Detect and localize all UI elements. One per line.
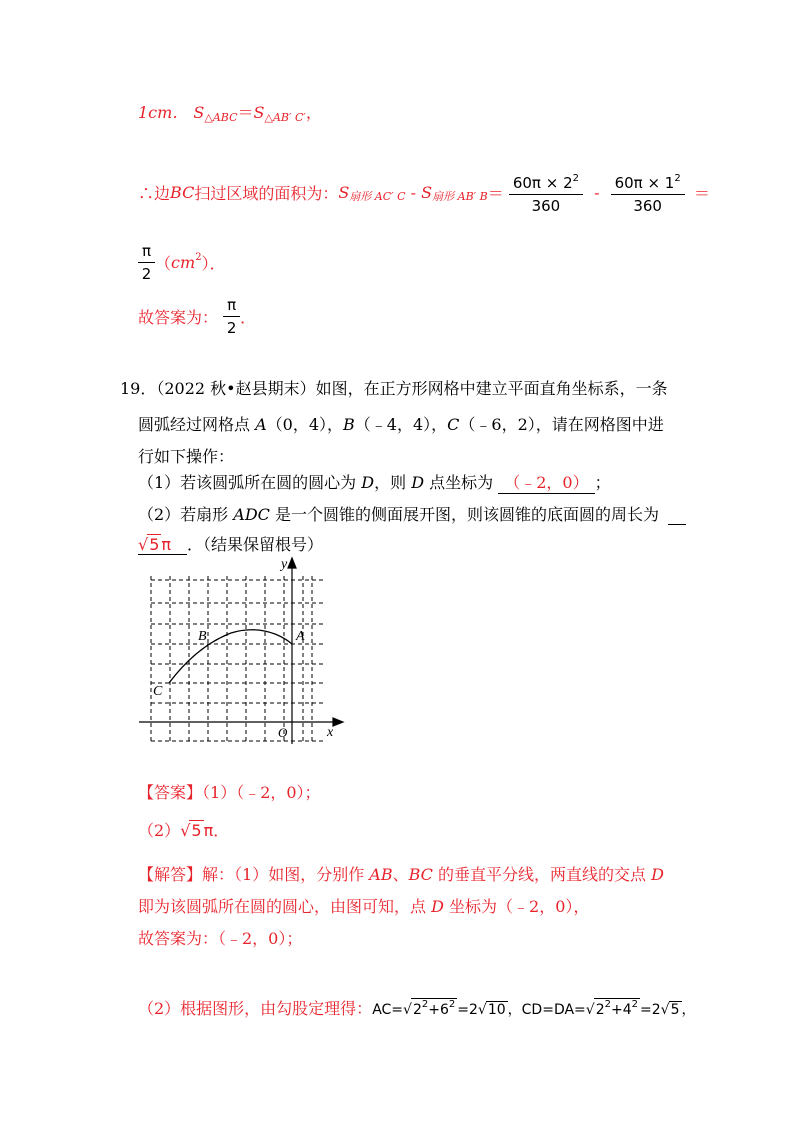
r1-e1: 2 [421, 999, 429, 1010]
fraction-2 [611, 168, 685, 217]
point-b: B [343, 415, 355, 434]
sqrt-icon: √ [403, 1002, 412, 1018]
answer-part-2 [180, 821, 213, 840]
answer-line-1 [138, 780, 321, 803]
point-c: C [447, 415, 460, 434]
eq-1: =2 [457, 1002, 478, 1018]
solution-text-1: 解：（1）如图，分别作 [202, 865, 370, 884]
minus-2: - [594, 183, 600, 202]
x-label: x [327, 725, 334, 740]
solution-tag: 【解答】 [138, 865, 203, 884]
y-label: y [281, 557, 288, 572]
part2-text: （2）若扇形 [138, 505, 234, 524]
part1-answer-blank [498, 470, 594, 494]
radical-2 [594, 998, 640, 1018]
comma: ， [305, 103, 322, 122]
point-a: A [255, 415, 267, 434]
sqrt-icon: √ [660, 1002, 670, 1018]
point-d-2: D [411, 473, 425, 492]
area-sub-2: △AB′ C′ [264, 111, 306, 124]
solution-text-1b: 的垂直平分线，两直线的交点 [432, 865, 652, 884]
r2-a: 2 [595, 1002, 605, 1018]
solution-line-3 [138, 926, 302, 949]
answer-pi: π [203, 821, 214, 840]
part2-answer [138, 535, 171, 554]
area-symbol: S [193, 103, 205, 122]
r2-e2: 2 [631, 999, 639, 1010]
fraction-1 [509, 168, 583, 217]
part1-end: ； [594, 473, 611, 492]
fraction-pi-den: 2 [141, 265, 152, 283]
sector-adc: ADC [233, 505, 270, 524]
sector-sub: 扇形 AC′ C [349, 190, 406, 203]
swept-area-text: 扫过区域的面积为： [194, 184, 339, 203]
fraction-2-den: 360 [633, 197, 662, 215]
segment-ab: AB [369, 865, 393, 884]
part1-text-b: ，则 [374, 473, 412, 492]
radicand-5: 5 [670, 1002, 680, 1018]
solution-text-2: 即为该圆弧所在圆的圆心，由图可知，点 [138, 897, 432, 916]
fraction-1-exp: 2 [572, 173, 579, 184]
therefore-text: ∴边 [138, 184, 171, 203]
point-c-label: C [153, 684, 163, 699]
part1-answer: （﹣2，0） [504, 473, 589, 492]
cd-da-label: ，CD=DA= [507, 1002, 586, 1018]
unit-cm: cm [171, 253, 196, 272]
eq-2: =2 [640, 1002, 661, 1018]
equals: ＝ [237, 103, 254, 122]
line-answer-18 [138, 294, 256, 339]
answer-radicand: 5 [191, 821, 202, 840]
question-source: （2022 秋•赵县期末） [156, 379, 316, 398]
question-text-3: 行如下操作： [138, 447, 235, 466]
fraction-2-exp: 2 [674, 173, 681, 184]
segment-bc: BC [170, 183, 195, 202]
period: ． [240, 308, 257, 327]
solution-text-3: 故答案为：（﹣2，0）； [138, 929, 303, 948]
part2-pi: π [161, 535, 172, 554]
origin-label: O [278, 725, 288, 740]
area-sub: △ABC [204, 111, 238, 124]
solution-line-4 [138, 996, 696, 1019]
grid-lines [151, 576, 325, 744]
ac-label: AC= [372, 1002, 404, 1018]
x-axis-arrow-icon [333, 718, 343, 726]
paren-close: ）． [201, 254, 226, 273]
area-symbol-2: S [253, 103, 265, 122]
fraction-pi-2 [138, 240, 155, 285]
coordinate-grid-figure [135, 558, 355, 748]
coord-b: （﹣4，4）， [354, 415, 448, 434]
part2-blank-start [668, 505, 686, 525]
sector-sub-2: 扇形 AB′ B [432, 190, 488, 203]
r2-b: +4 [611, 1002, 632, 1018]
answer-label: 故答案为： [138, 308, 219, 327]
part1-text: （1）若该圆弧所在圆的圆心为 [138, 473, 362, 492]
point-d-4: D [431, 897, 444, 916]
unit-text: 1cm． [138, 103, 189, 122]
point-d-3: D [651, 865, 664, 884]
point-b-label: B [198, 629, 207, 644]
sqrt-icon: √ [477, 1002, 487, 1018]
q19-part-2-cont [138, 532, 323, 555]
r2-e1: 2 [604, 999, 612, 1010]
sqrt-icon: √ [138, 535, 149, 554]
r1-e2: 2 [448, 999, 456, 1010]
coord-a: （0，4）， [266, 415, 344, 434]
answer-part-2-prefix: （2） [138, 821, 181, 840]
part1-text-c: 点坐标为 [424, 473, 499, 492]
pythagoras-formula [372, 999, 696, 1018]
fraction-pi-num: π [138, 240, 155, 263]
r1-b: +6 [428, 1002, 449, 1018]
line-swept-area [138, 168, 710, 217]
solution-line-2 [138, 894, 589, 917]
sector-symbol: S [338, 183, 350, 202]
separator: 、 [392, 865, 409, 884]
answer-end: ． [213, 821, 230, 840]
answer-tag: 【答案】 [138, 783, 203, 802]
q19-part-1 [138, 470, 611, 494]
equals-2: ＝ [693, 184, 710, 203]
point-a-label: A [296, 629, 305, 644]
fraction-answer-num: π [223, 294, 240, 317]
radicand-10: 10 [487, 1002, 506, 1018]
comma-end: ， [681, 1002, 696, 1018]
r1-a: 2 [412, 1002, 422, 1018]
y-axis-arrow-icon [288, 558, 296, 568]
part2-note: ．（结果保留根号） [187, 535, 324, 554]
minus: - [405, 183, 422, 202]
part2-text-b: 是一个圆锥的侧面展开图，则该圆锥的底面圆的周长为 [269, 505, 665, 524]
sqrt-icon: √ [585, 1002, 595, 1018]
coord-c: （﹣6，2），请在网格图中进 [459, 415, 664, 434]
line-result [138, 240, 226, 285]
part2-radicand: 5 [149, 535, 160, 554]
point-d: D [361, 473, 375, 492]
question-text-2: 圆弧经过网格点 [138, 415, 256, 434]
fraction-1-num: 60π × 2 [512, 174, 573, 192]
q19-line-1 [120, 376, 668, 399]
solution-text-2b: 坐标为（﹣2，0）， [443, 897, 590, 916]
question-text-1: 如图，在正方形网格中建立平面直角坐标系，一条 [315, 379, 668, 398]
fraction-2-num: 60π × 1 [614, 174, 675, 192]
question-number: 19． [120, 379, 157, 398]
fraction-answer [223, 294, 240, 339]
solution-line-1 [138, 862, 664, 885]
solution-text-4: （2）根据图形，由勾股定理得： [138, 999, 373, 1018]
fraction-1-den: 360 [531, 197, 561, 215]
segment-bc-2: BC [408, 865, 433, 884]
sector-symbol-2: S [421, 183, 433, 202]
fraction-answer-den: 2 [226, 319, 237, 337]
unit-exp: 2 [195, 252, 202, 263]
q19-line-3 [138, 444, 234, 467]
answer-line-2 [138, 818, 229, 841]
answer-part-1: （1）（﹣2，0）； [202, 783, 321, 802]
arc-curve [169, 630, 292, 683]
q19-line-2 [138, 412, 664, 435]
radical-1 [411, 998, 457, 1018]
line-area-equality [138, 100, 322, 124]
part2-answer-blank [138, 534, 187, 555]
q19-part-2 [138, 502, 686, 525]
paren-open: （ [155, 254, 172, 273]
equals: ＝ [487, 184, 504, 203]
sqrt-icon: √ [180, 821, 191, 840]
